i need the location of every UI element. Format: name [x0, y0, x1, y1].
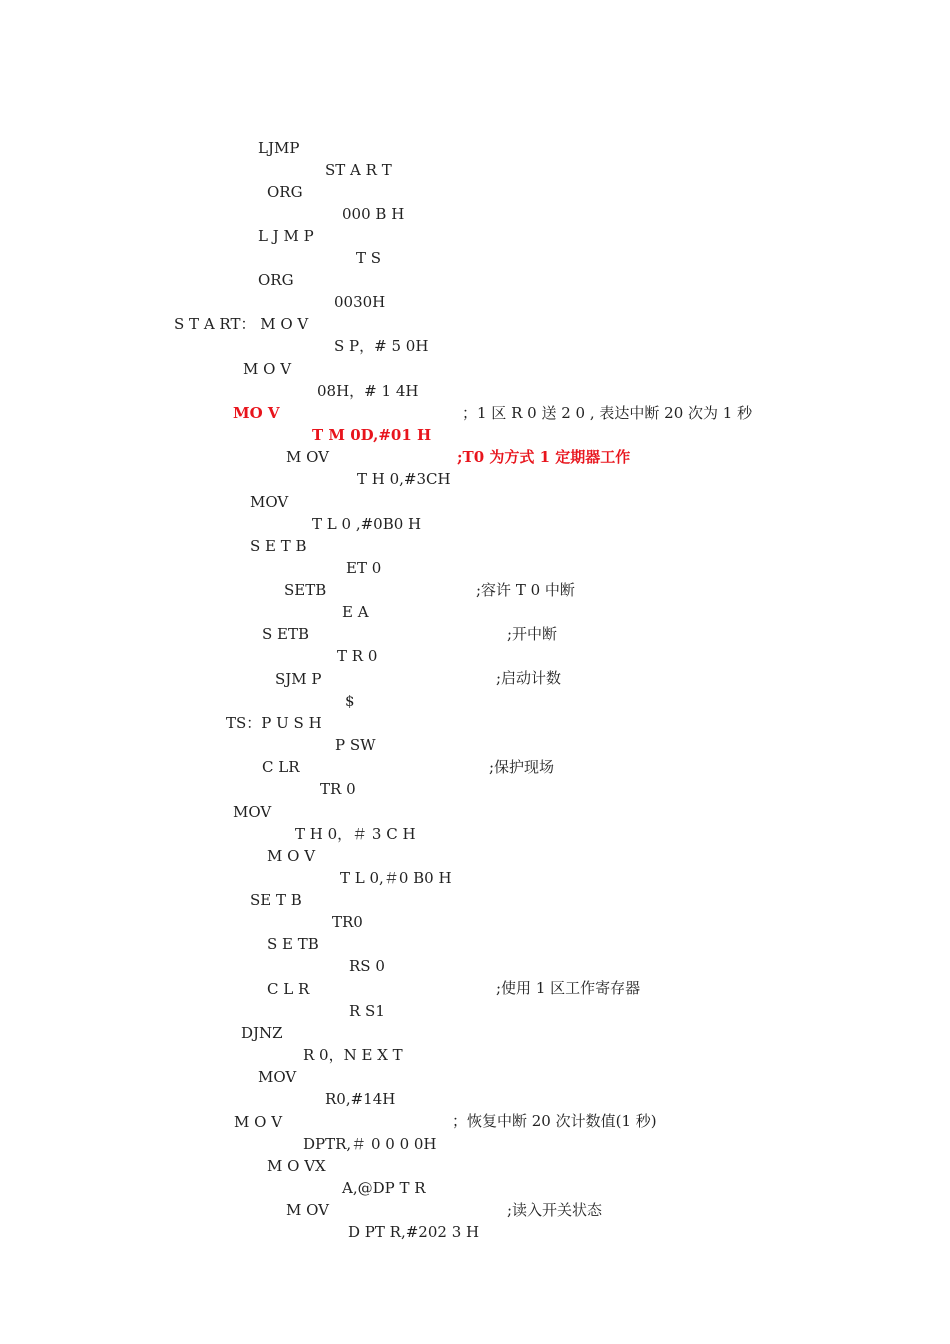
code-op: MOV — [250, 493, 289, 511]
code-comment: ;启动计数 — [496, 669, 562, 687]
code-arg: DPTR,＃ 0 0 0 0H — [303, 1135, 437, 1153]
code-op: S E T B — [250, 537, 307, 555]
code-arg: ST A R T — [325, 161, 392, 179]
code-arg: T H 0，＃ 3 C H — [295, 825, 416, 843]
code-comment: ；1 区 R 0 送 2 0 , 表达中断 20 次为 1 秒 — [462, 404, 753, 422]
code-arg: T S — [356, 249, 382, 267]
code-arg: E A — [342, 603, 369, 621]
code-comment: ;开中断 — [507, 625, 558, 643]
code-comment: ;保护现场 — [489, 758, 555, 776]
code-comment: ;T0 为方式 1 定期器工作 — [457, 448, 631, 466]
code-op: MO V — [233, 404, 280, 422]
code-comment: ；恢复中断 20 次计数值(1 秒) — [452, 1112, 657, 1130]
code-op: ORG — [258, 271, 294, 289]
code-arg: S P，# 5 0H — [334, 337, 429, 355]
code-op: M O V — [234, 1113, 283, 1131]
code-op: ORG — [267, 183, 303, 201]
code-op: C L R — [267, 980, 310, 998]
code-arg: T M 0D,#01 H — [312, 426, 432, 444]
code-op: DJNZ — [241, 1024, 283, 1042]
code-comment: ;使用 1 区工作寄存器 — [496, 979, 641, 997]
code-op: SETB — [284, 581, 327, 599]
code-line — [0, 867, 363, 931]
code-op: MOV — [233, 803, 272, 821]
code-op: S E TB — [267, 935, 319, 953]
code-line — [0, 646, 355, 710]
code-arg: T L 0 ,#0B0 H — [312, 515, 422, 533]
code-op: M OV — [286, 1201, 329, 1219]
code-arg: 0030H — [334, 293, 386, 311]
code-arg: T L 0,＃0 B0 H — [340, 869, 452, 887]
code-arg: A,@DP T R — [342, 1179, 426, 1197]
code-arg: P SW — [335, 736, 376, 754]
code-arg: TR0 — [332, 913, 363, 931]
code-op: MOV — [258, 1068, 297, 1086]
code-op: SJM P — [275, 670, 322, 688]
code-arg: D PT R,#202 3 H — [348, 1223, 480, 1241]
code-op: M O V — [267, 847, 316, 865]
code-arg: R S1 — [349, 1002, 385, 1020]
code-arg: 08H，# 1 4H — [317, 382, 419, 400]
code-op: C LR — [262, 758, 300, 776]
code-arg: R0,#14H — [325, 1090, 396, 1108]
code-op: M O VX — [267, 1157, 326, 1175]
code-op: SE T B — [250, 891, 302, 909]
code-arg: R 0，N E X T — [303, 1046, 403, 1064]
code-op: S T A RT： M O V — [174, 315, 309, 333]
code-op: M O V — [243, 360, 292, 378]
code-line — [0, 115, 392, 179]
code-op: L J M P — [258, 227, 314, 245]
code-arg: T H 0,#3CH — [357, 470, 451, 488]
code-arg: T R 0 — [337, 647, 378, 665]
code-op: TS：P U S H — [226, 714, 322, 732]
code-op: S ETB — [262, 625, 310, 643]
code-arg: 000 B H — [342, 205, 405, 223]
code-arg: TR 0 — [320, 780, 356, 798]
code-op: M OV — [286, 448, 329, 466]
code-comment: ;容许 T 0 中断 — [476, 581, 575, 599]
code-arg: ET 0 — [346, 559, 382, 577]
code-op: LJMP — [258, 139, 300, 157]
code-arg: RS 0 — [349, 957, 385, 975]
code-arg: $ — [345, 692, 355, 710]
code-comment: ;读入开关状态 — [507, 1201, 603, 1219]
